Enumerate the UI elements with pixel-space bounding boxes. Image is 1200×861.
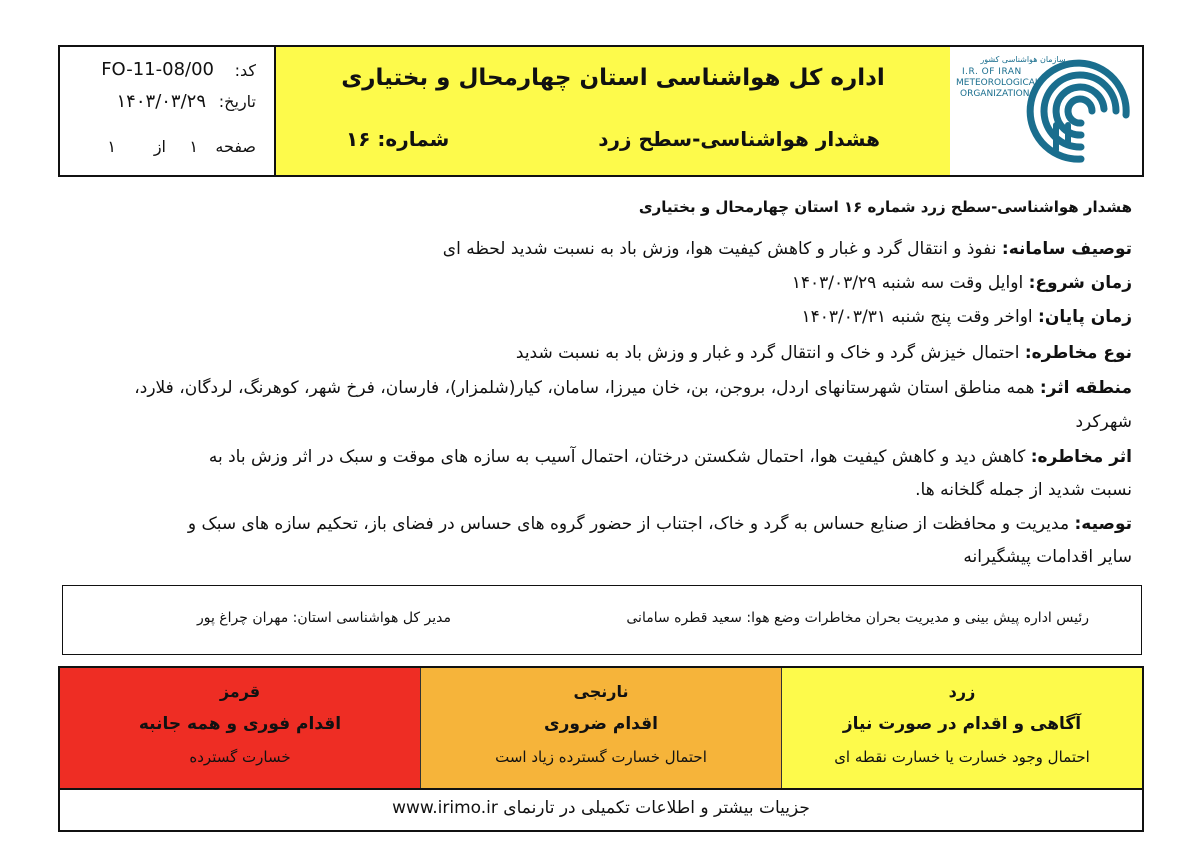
hazard-type-line [62,342,1132,364]
logo-en-line1: I.R. OF IRAN [962,67,1022,77]
level-description: خسارت گسترده [189,748,291,766]
meteorological-organization-logo-icon [1026,55,1136,167]
code-value: FO-11-08/00 [101,59,214,80]
line-label: زمان شروع: [1028,273,1132,293]
line-text: سایر اقدامات پیشگیرانه [963,547,1132,567]
hazard-effect-line [62,446,1132,468]
level-description: احتمال وجود خسارت یا خسارت نقطه ای [834,748,1090,766]
page-title: اداره کل هواشناسی استان چهارمحال و بختیاری [341,65,885,91]
warning-heading: هشدار هواشناسی-سطح زرد شماره ۱۶ استان چهارمحال و بختیاری [638,198,1132,216]
line-text: نفوذ و انتقال گرد و غبار و کاهش کیفیت هوا، وزش باد به نسبت شدید لحظه ای [442,239,1002,259]
line-text: اوایل وقت سه شنبه ۱۴۰۳/۰۳/۲۹ [791,273,1029,293]
page-current: ۱ [189,137,198,156]
footer-website-text: جزییات بیشتر و اطلاعات تکمیلی در تارنمای www.irimo.ir [392,798,810,818]
title-cell [274,47,950,175]
warning-number: شماره: ۱۶ [346,127,450,151]
affected-area-line-cont [62,411,1132,433]
warning-levels-legend [58,666,1144,832]
line-label: منطقه اثر: [1039,378,1132,398]
page-total: ۱ [107,137,116,156]
line-text: اواخر وقت پنج شنبه ۱۴۰۳/۰۳/۳۱ [801,307,1039,327]
logo-fa-text: سازمان هواشناسی کشور [980,55,1066,64]
line-label: اثر مخاطره: [1030,447,1132,467]
logo-cell [948,47,1142,175]
level-action: اقدام فوری و همه جانبه [138,714,342,734]
line-text: احتمال خیزش گرد و خاک و انتقال گرد و غبار و وزش باد به نسبت شدید [515,343,1025,363]
document-info-cell [60,47,274,175]
line-text: مدیریت و محافظت از صنایع حساس به گرد و خاک، اجتناب از حضور گروه های حساس در فضای باز، تحکیم سازه های سبک و [187,514,1075,534]
line-text: شهرکرد [1075,412,1132,432]
line-text: همه مناطق استان شهرستانهای اردل، بروجن، بن، خان میرزا، سامان، کیار(شلمزار)، فارسان، فرخ شهر، کوهرنگ، لردگان، فلارد، [134,378,1040,398]
legend-yellow-cell [781,668,1142,788]
legend-orange-cell [420,668,781,788]
footer-website-row [60,788,1142,830]
legend-red-cell [60,668,420,788]
system-description-line [62,238,1132,260]
signature-box [62,585,1142,655]
code-label: کد: [234,61,256,80]
hazard-effect-line-cont [62,479,1132,501]
page-label: صفحه [215,137,256,156]
warning-level-title: هشدار هواشناسی-سطح زرد [598,127,880,151]
start-time-line [62,272,1132,294]
line-label: توصیه: [1074,514,1132,534]
recommendation-line-cont [62,546,1132,568]
level-description: احتمال خسارت گسترده زیاد است [495,748,707,766]
forecast-head-signature: رئیس اداره پیش بینی و مدیریت بحران مخاطرات وضع هوا: سعید قطره سامانی [626,610,1089,626]
logo-en-line2: METEOROLOGICAL [956,78,1040,88]
logo-en-line3: ORGANIZATION [960,89,1030,99]
date-value: ۱۴۰۳/۰۳/۲۹ [116,91,206,112]
line-label: نوع مخاطره: [1024,343,1132,363]
level-action: اقدام ضروری [544,714,658,734]
line-text: نسبت شدید از جمله گلخانه ها. [915,480,1132,500]
director-signature: مدیر کل هواشناسی استان: مهران چراغ پور [196,610,451,626]
end-time-line [62,306,1132,328]
level-action: آگاهی و اقدام در صورت نیاز [842,714,1082,734]
affected-area-line [62,377,1132,399]
recommendation-line [62,513,1132,535]
line-text: کاهش دید و کاهش کیفیت هوا، احتمال شکستن درختان، احتمال آسیب به سازه های موقت و سبک در اثر وزش باد به [208,447,1031,467]
line-label: زمان پایان: [1038,307,1132,327]
level-name: نارنجی [573,682,629,701]
page-of-label: از [153,137,166,156]
date-label: تاریخ: [218,92,256,111]
level-name: قرمز [219,682,261,701]
level-name: زرد [948,682,976,701]
line-label: توصیف سامانه: [1001,239,1132,259]
header-box [58,45,1144,177]
